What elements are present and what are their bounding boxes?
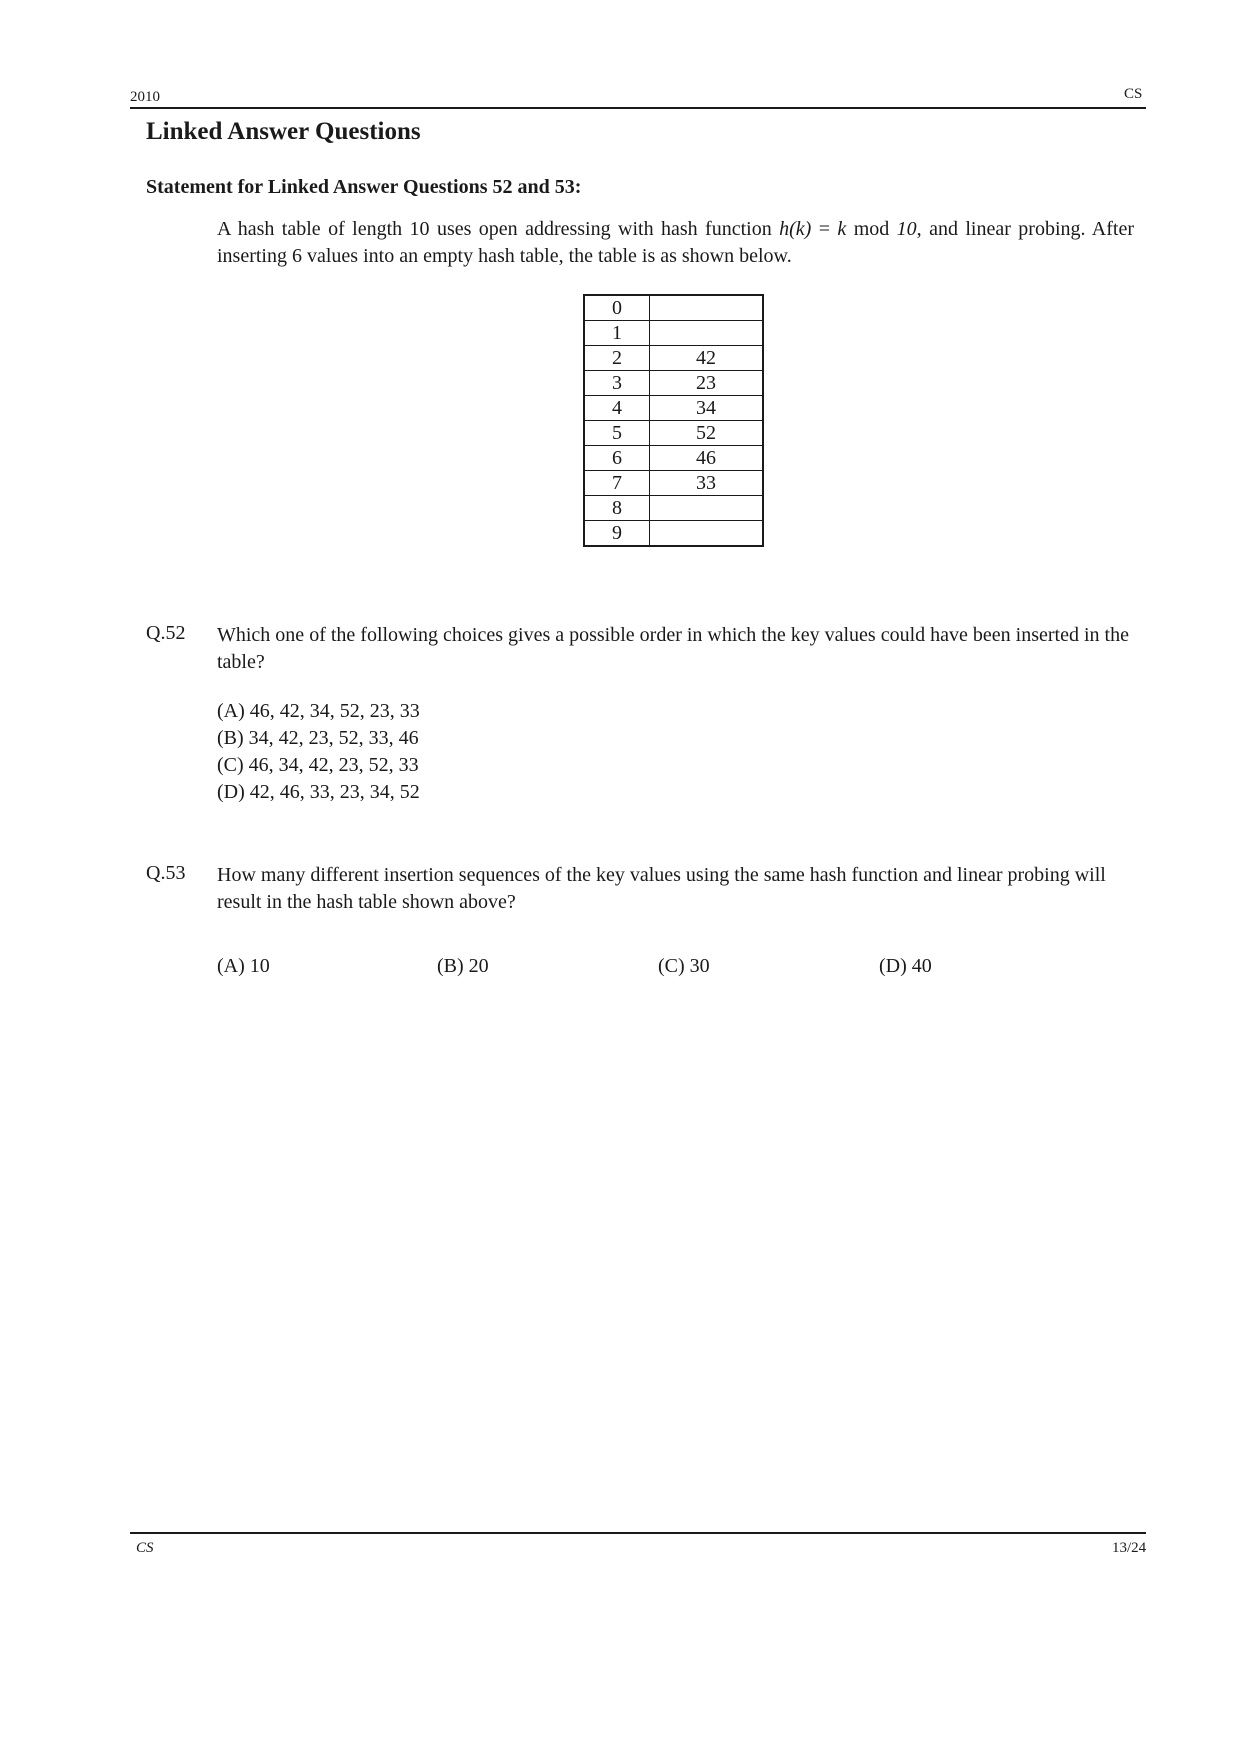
- q53-option-a: (A) 10: [217, 955, 270, 977]
- slot-index: 7: [584, 471, 650, 496]
- modulus-value: 10: [896, 218, 917, 240]
- table-row: [584, 496, 763, 521]
- slot-value: [650, 295, 764, 321]
- table-row: [584, 521, 763, 547]
- footer-rule: [130, 1532, 1146, 1534]
- statement-equals: =: [811, 218, 838, 240]
- q52-option-a: (A) 46, 42, 34, 52, 23, 33: [217, 700, 420, 722]
- slot-index: 2: [584, 346, 650, 371]
- table-row: [584, 471, 763, 496]
- table-row: [584, 396, 763, 421]
- table-row: [584, 321, 763, 346]
- q52-option-c: (C) 46, 34, 42, 23, 52, 33: [217, 754, 419, 776]
- q53-option-c: (C) 30: [658, 955, 710, 977]
- q52-text: Which one of the following choices gives a possible order in which the key values could have been inserted in the table?: [217, 624, 1129, 673]
- slot-index: 6: [584, 446, 650, 471]
- slot-index: 1: [584, 321, 650, 346]
- q53-number: Q.53: [146, 862, 186, 884]
- table-row: [584, 371, 763, 396]
- slot-value: 33: [650, 471, 764, 496]
- statement-text-after: , and linear probing. After inserting 6 values into an empty hash table, the table is as shown below.: [217, 218, 1135, 267]
- q53-option-d: (D) 40: [879, 955, 932, 977]
- slot-value: 46: [650, 446, 764, 471]
- q52-option-b: (B) 34, 42, 23, 52, 33, 46: [217, 727, 419, 749]
- statement-text: [217, 216, 1134, 270]
- table-row: [584, 446, 763, 471]
- table-row: [584, 421, 763, 446]
- slot-value: [650, 496, 764, 521]
- slot-index: 5: [584, 421, 650, 446]
- q52-number: Q.52: [146, 622, 186, 644]
- statement-heading: Statement for Linked Answer Questions 52 and 53:: [146, 176, 582, 198]
- q52-option-d: (D) 42, 46, 33, 23, 34, 52: [217, 781, 420, 803]
- hash-table: [583, 294, 764, 547]
- slot-value: 52: [650, 421, 764, 446]
- table-row: [584, 295, 763, 321]
- section-title: Linked Answer Questions: [146, 118, 421, 145]
- slot-index: 3: [584, 371, 650, 396]
- slot-value: 42: [650, 346, 764, 371]
- hash-function: h(k): [779, 218, 812, 240]
- slot-index: 0: [584, 295, 650, 321]
- slot-value: 34: [650, 396, 764, 421]
- footer-page-number: 13/24: [1112, 1540, 1147, 1556]
- slot-index: 9: [584, 521, 650, 547]
- header-rule: [130, 107, 1146, 109]
- table-row: [584, 346, 763, 371]
- header-year: 2010: [130, 89, 160, 105]
- key-variable: k: [837, 218, 847, 240]
- q53-text: How many different insertion sequences of the key values using the same hash function and linear probing will result in the hash table shown above?: [217, 864, 1106, 913]
- statement-mod: mod: [846, 218, 897, 240]
- slot-value: [650, 321, 764, 346]
- slot-index: 8: [584, 496, 650, 521]
- header-subject: CS: [1124, 86, 1143, 102]
- footer-subject: CS: [136, 1540, 154, 1556]
- slot-value: 23: [650, 371, 764, 396]
- statement-text-before: A hash table of length 10 uses open addressing with hash function: [217, 218, 780, 240]
- slot-index: 4: [584, 396, 650, 421]
- slot-value: [650, 521, 764, 547]
- q53-option-b: (B) 20: [437, 955, 489, 977]
